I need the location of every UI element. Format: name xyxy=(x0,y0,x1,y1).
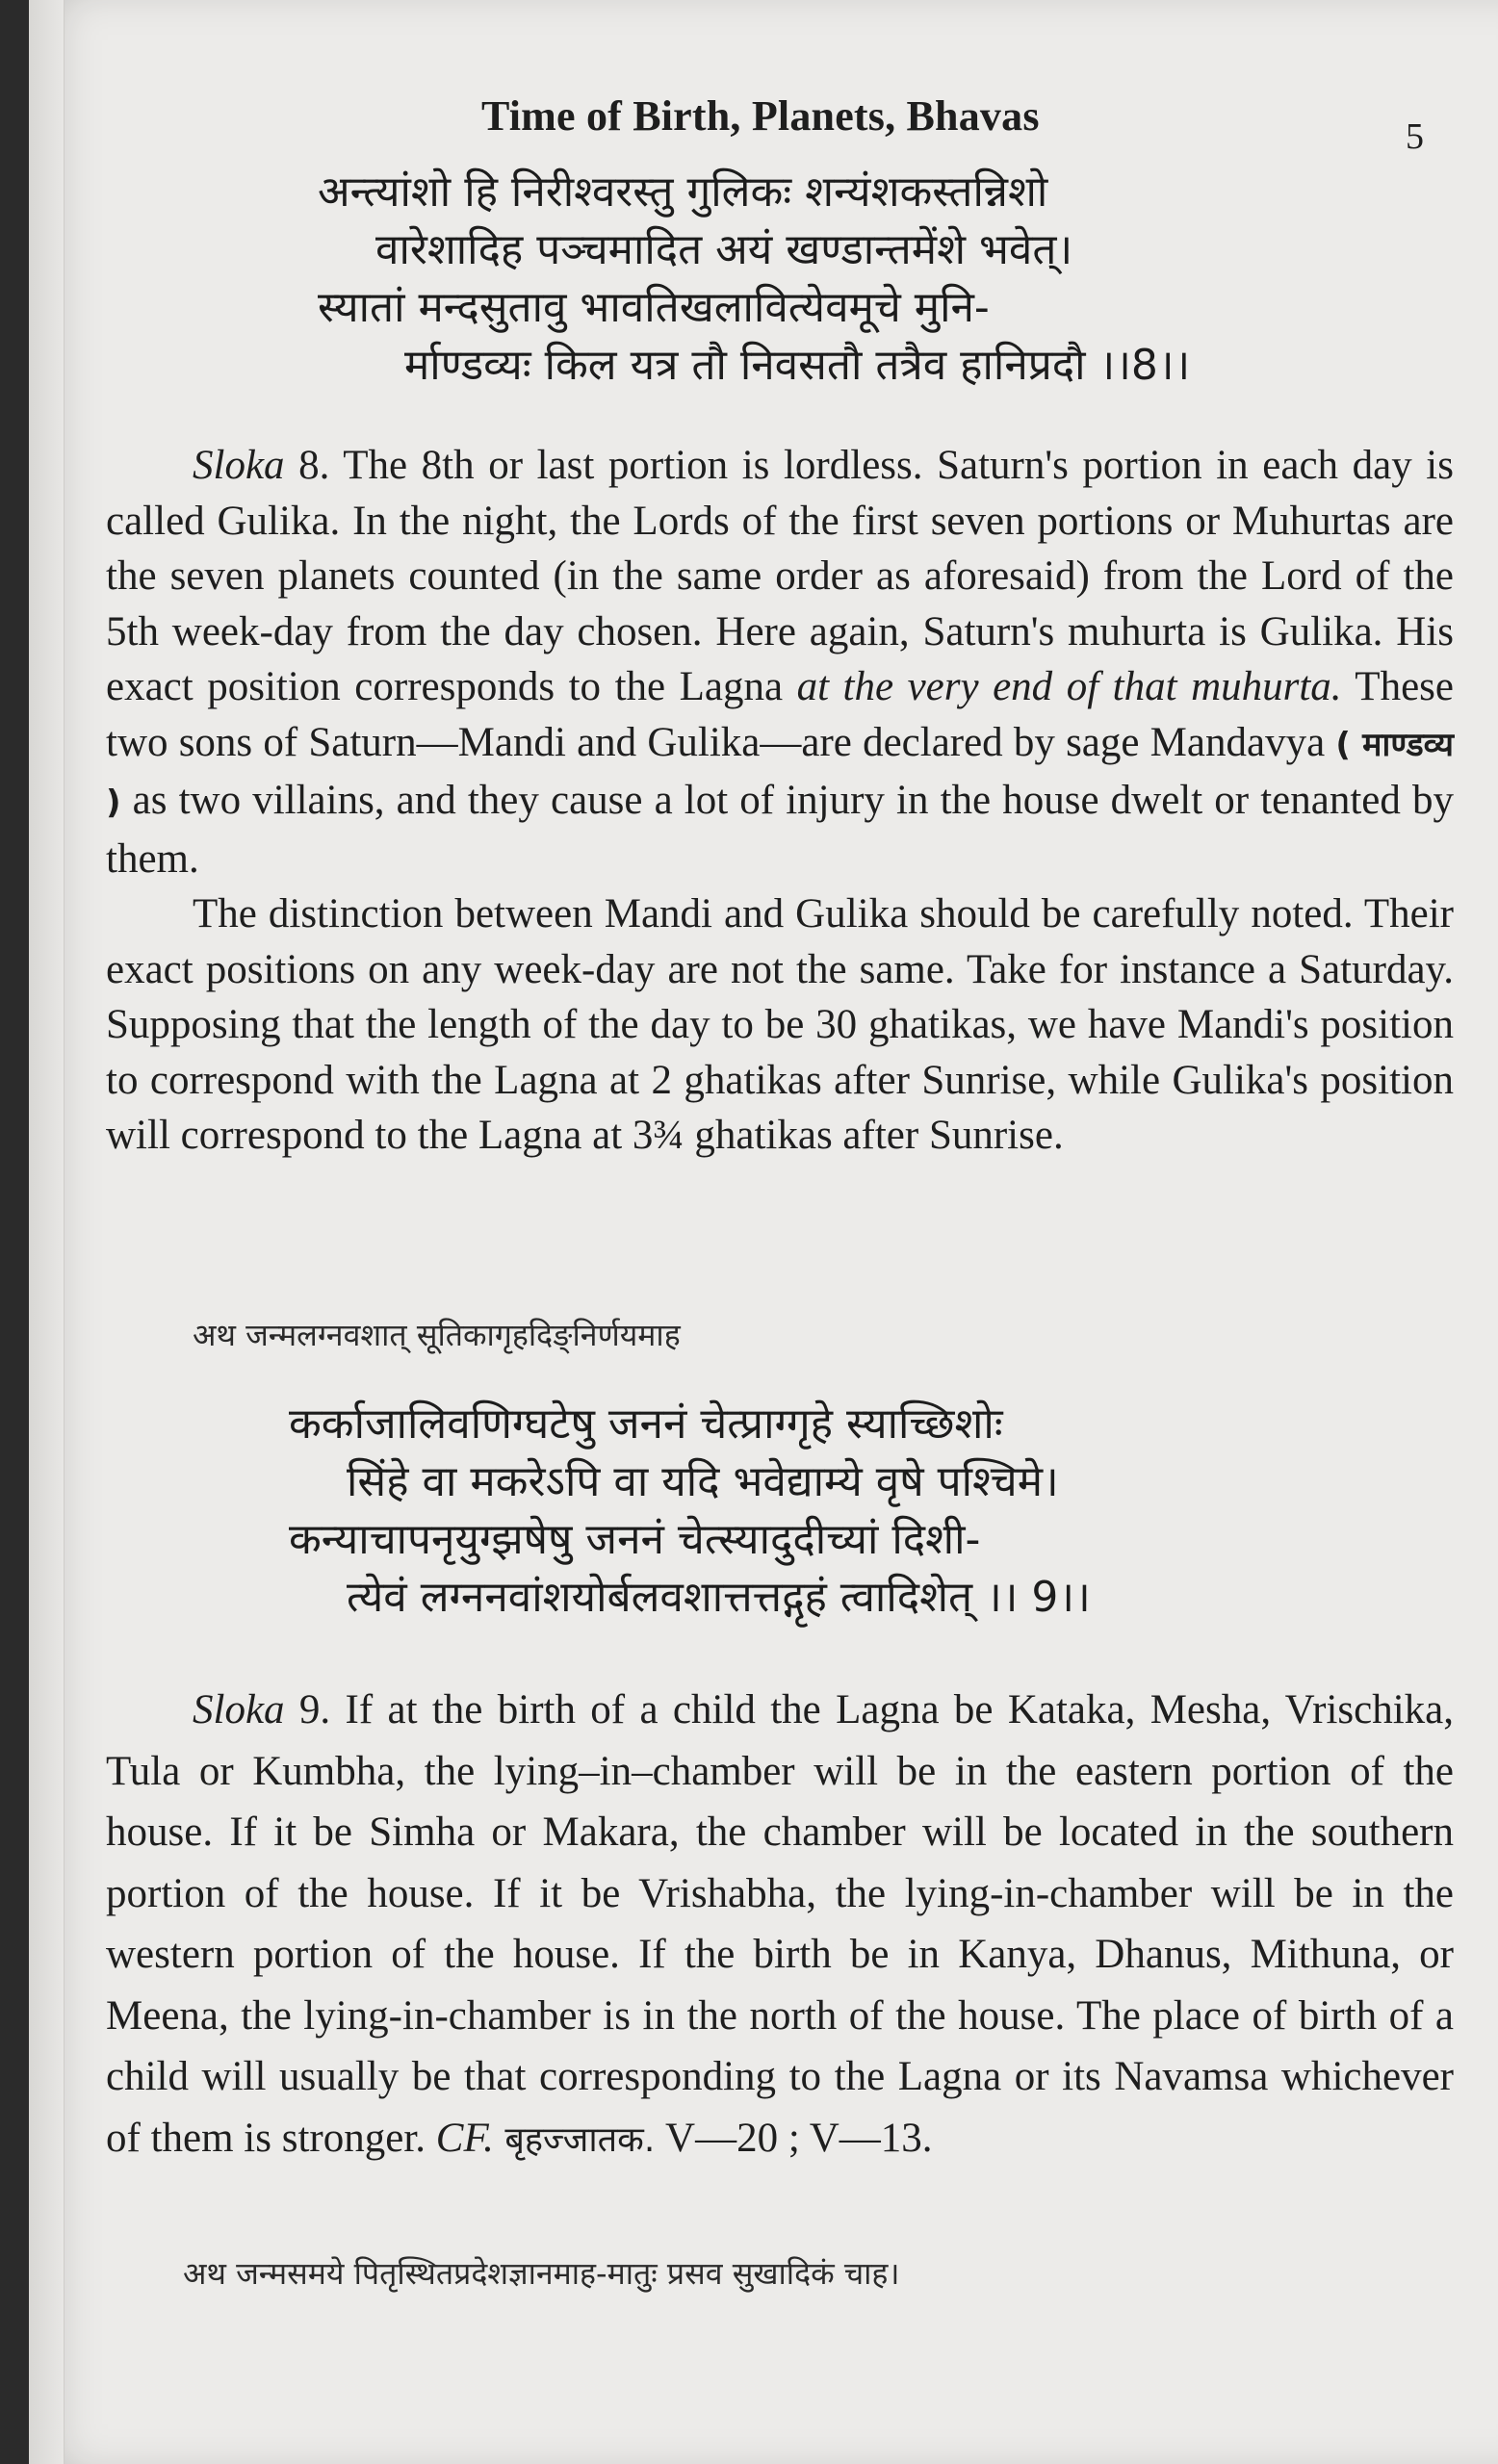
verse-8-line-4: र्माण्डव्यः किल यत्र तौ निवसतौ तत्रैव हानिप्रदौ ।।8।। xyxy=(404,341,1191,390)
verse-9 xyxy=(289,1396,1091,1627)
running-head: Time of Birth, Planets, Bhavas xyxy=(481,92,1040,140)
sloka-8-label: Sloka xyxy=(193,443,285,488)
heading-sloka-9: अथ जन्मलग्नवशात् सूतिकागृहदिङ्निर्णयमाह xyxy=(193,1317,681,1353)
verse-8 xyxy=(279,164,1190,395)
sloka-9-commentary xyxy=(106,1680,1454,2170)
sloka-8-text-3: as two villains, and they cause a lot of injury in the house dwelt or tenanted by them. xyxy=(106,778,1454,882)
verse-8-line-2: वारेशादिह पञ्चमादित अयं खण्डान्तमेंशे भवेत्। xyxy=(375,225,1073,274)
sloka-9-paragraph xyxy=(106,1680,1454,2170)
heading-sloka-10: अथ जन्मसमये पितृस्थितप्रदेशज्ञानमाह-मातुः प्रसव सुखादिकं चाह। xyxy=(183,2255,900,2292)
book-page xyxy=(29,0,1498,2464)
sloka-9-text-1: 9. If at the birth of a child the Lagna be Kataka, Mesha, Vrischika, Tula or Kumbha, the lying–in–chamber will be in the eastern portion of the house. If it be Simha or Makara, the chamber will be located in the southern portion of the house. If it be Vrishabha, the lying-in-chamber will be in the western portion of the house. If the birth be in Kanya, Dhanus, Mithuna, or Meena, the lying-in-chamber is in the north of the house. The place of birth of a child will usually be that corresponding to the Lagna or its Navamsa whichever of them is stronger. xyxy=(106,1687,1454,2161)
page-number: 5 xyxy=(1406,116,1424,157)
page-spine-edge xyxy=(29,0,65,2464)
sloka-9-cf: CF. xyxy=(435,2115,494,2161)
sloka-9-reference: V—20 ; V—13. xyxy=(655,2115,933,2161)
sloka-9-brihajjataka: बृहज्जातक. xyxy=(493,2119,656,2160)
sloka-8-italic: at the very end of that muhurta. xyxy=(796,664,1342,709)
mandi-gulika-paragraph: The distinction between Mandi and Gulika should be carefully noted. Their exact positions on any week-day are not the same. Take for instance a Saturday. Supposing that the length of the day to be 30 ghatikas, we have Mandi's position to correspond with the Lagna at 2 ghatikas after Sunrise, while Gulika's position will correspond to the Lagna at 3¾ ghatikas after Sunrise. xyxy=(106,891,1454,1158)
sloka-8-text-2: These two sons of Saturn—Mandi and Gulika—are declared by sage Mandavya xyxy=(106,664,1454,765)
verse-9-line-1: कर्काजालिवणिग्घटेषु जननं चेत्प्राग्गृहे स्याच्छिशोः xyxy=(289,1399,1003,1449)
sloka-8-commentary xyxy=(106,438,1454,1164)
verse-9-line-3: कन्याचापनृयुग्झषेषु जननं चेत्स्यादुदीच्यां दिशी- xyxy=(289,1515,981,1564)
verse-8-line-3: स्यातां मन्दसुतावु भावतिखलावित्येवमूचे मुनि- xyxy=(318,283,990,332)
sloka-8-paragraph xyxy=(106,438,1454,886)
sloka-8-mandavya-devanagari: ( माण्डव्य ) xyxy=(106,725,1455,822)
sloka-8-text-1: 8. The 8th or last portion is lordless. Saturn's portion in each day is called Gulika. In the night, the Lords of the first seven portions or Muhurtas are the seven planets counted (in the same order as aforesaid) from the Lord of the 5th week-day from the day chosen. Here again, Saturn's muhurta is Gulika. His exact position corresponds to the Lagna xyxy=(106,443,1454,709)
verse-8-line-1: अन्त्यांशो हि निरीश्वरस्तु गुलिकः शन्यंशकस्तन्निशो xyxy=(318,167,1048,217)
sloka-9-label: Sloka xyxy=(193,1687,285,1732)
verse-9-line-2: सिंहे वा मकरेऽपि वा यदि भवेद्याम्ये वृषे पश्चिमे। xyxy=(347,1457,1059,1506)
verse-9-line-4: त्येवं लग्ननवांशयोर्बलवशात्तत्तद्गृहं त्वादिशेत् ।। 9।। xyxy=(347,1573,1091,1622)
